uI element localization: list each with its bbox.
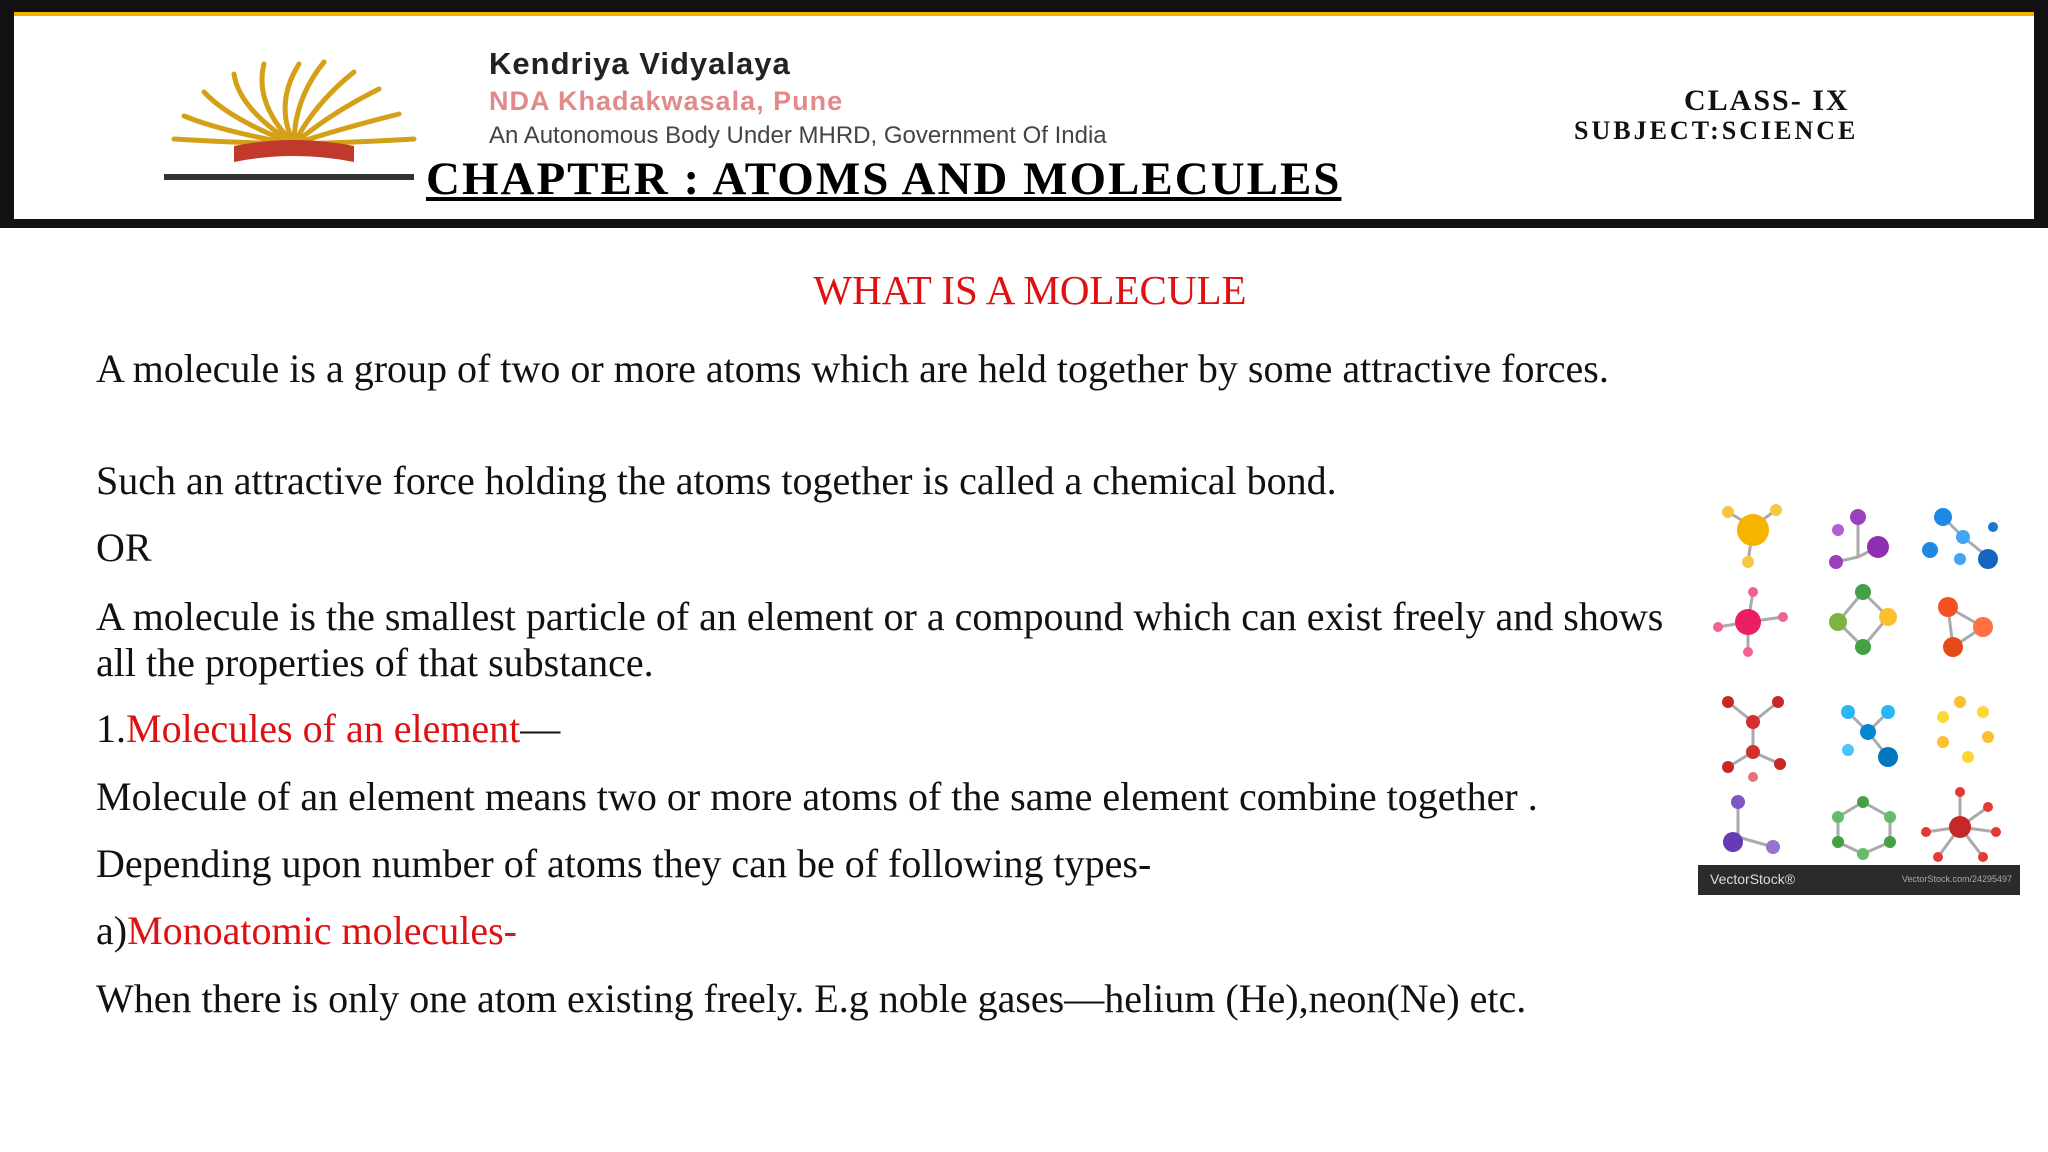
molecule-green xyxy=(1829,584,1897,655)
section-heading: WHAT IS A MOLECULE xyxy=(813,267,1247,313)
paragraph-element-meaning: Molecule of an element means two or more atoms of the same element combine together . xyxy=(96,774,1538,819)
list-number: 1. xyxy=(96,706,126,751)
school-authority: An Autonomous Body Under MHRD, Government Of India xyxy=(489,122,1107,149)
school-location: NDA Khadakwasala, Pune xyxy=(489,86,844,116)
molecule-gold xyxy=(1937,696,1994,763)
molecule-blue xyxy=(1922,508,1998,569)
chapter-title: CHAPTER : ATOMS AND MOLECULES xyxy=(426,153,1342,205)
molecule-violet xyxy=(1723,795,1780,854)
molecule-orange xyxy=(1938,597,1993,657)
molecule-green-ring xyxy=(1832,796,1896,860)
molecule-cyan xyxy=(1841,705,1898,767)
paragraph-smallest-particle: A molecule is the smallest particle of an element or a compound which can exist freely and shows all the properties of that substance. xyxy=(96,594,1664,685)
paragraph-types: Depending upon number of atoms they can be of following types- xyxy=(96,841,1152,886)
molecule-pink xyxy=(1713,587,1788,657)
image-watermark-bar xyxy=(1698,865,2020,895)
paragraph-definition: A molecule is a group of two or more atoms which are held together by some attractive forces. xyxy=(96,346,1609,391)
watermark-id: VectorStock.com/24295497 xyxy=(1901,874,2012,884)
dash: — xyxy=(520,706,561,751)
paragraph-chemical-bond: Such an attractive force holding the atoms together is called a chemical bond. xyxy=(96,458,1337,503)
header-banner xyxy=(14,12,2034,219)
subject-label: SUBJECT:SCIENCE xyxy=(1574,116,1859,145)
molecule-red-star xyxy=(1921,787,2001,862)
molecule-red xyxy=(1722,696,1786,782)
molecules-illustration xyxy=(1698,272,2020,897)
subheading-monoatomic: Monoatomic molecules- xyxy=(127,908,517,953)
paragraph-noble-gases: When there is only one atom existing freely. E.g noble gases—helium (He),neon(Ne) etc. xyxy=(96,976,1527,1021)
list-letter: a) xyxy=(96,908,128,953)
molecule-purple xyxy=(1829,509,1889,569)
subheading-molecules-of-element: Molecules of an element xyxy=(126,706,521,751)
molecule-yellow xyxy=(1722,504,1782,568)
paragraph-or: OR xyxy=(96,525,152,570)
watermark-brand: VectorStock® xyxy=(1710,871,1796,887)
class-label: CLASS- IX xyxy=(1684,84,1850,117)
paragraph-monoatomic xyxy=(96,908,1676,954)
school-name: Kendriya Vidyalaya xyxy=(489,46,791,81)
school-logo xyxy=(124,44,464,194)
paragraph-molecules-of-element xyxy=(96,706,1676,752)
slide-header xyxy=(0,0,2048,228)
